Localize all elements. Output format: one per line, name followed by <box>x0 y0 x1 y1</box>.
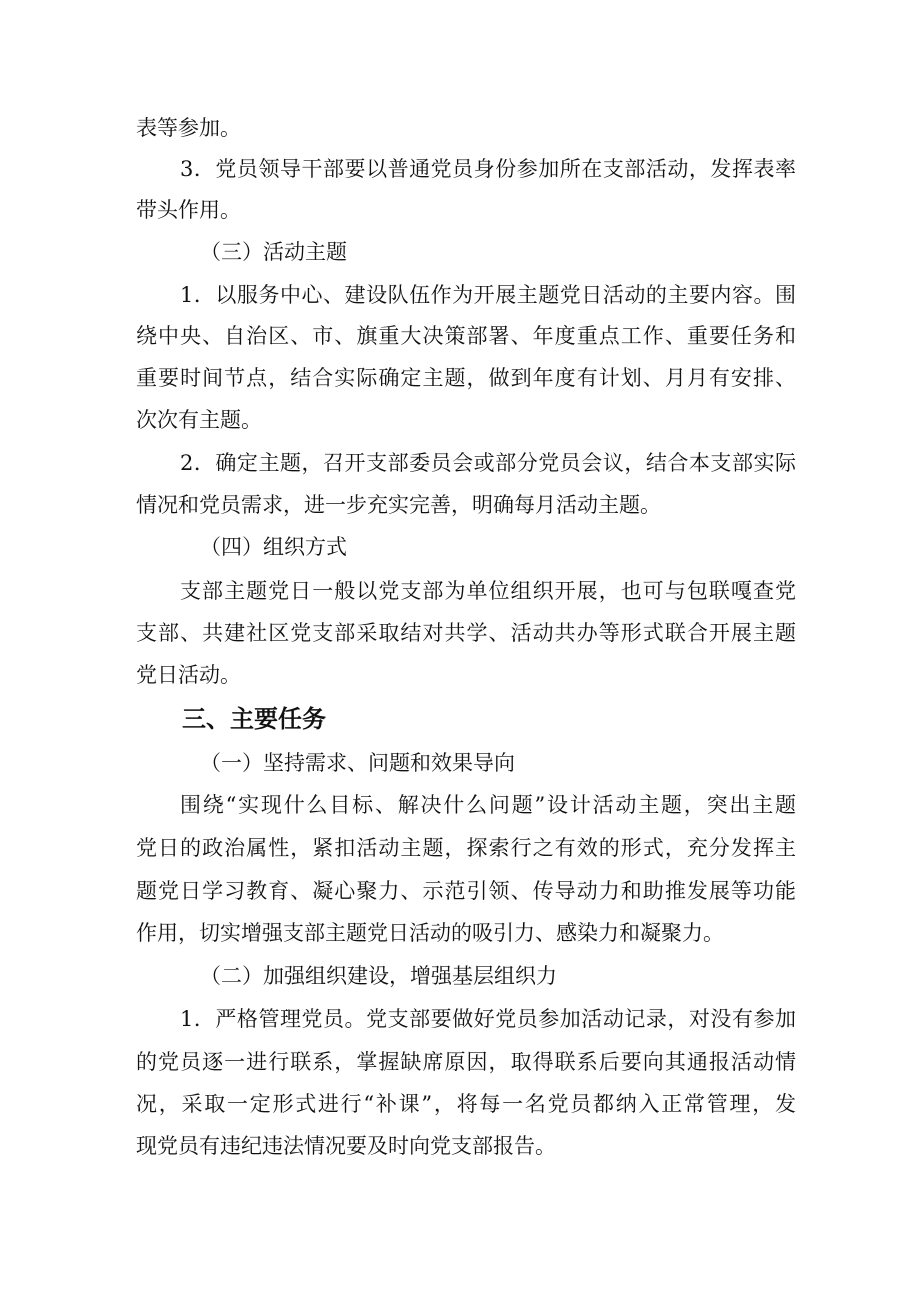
paragraph-line: 带头作用。 <box>136 198 241 222</box>
paragraph-line: 3．党员领导干部要以普通党员身份参加所在支部活动，发挥表率 <box>180 157 796 181</box>
section-subheading: （一）坚持需求、问题和效果导向 <box>200 751 515 775</box>
section-subheading: （三）活动主题 <box>200 240 347 264</box>
section-heading: 三、主要任务 <box>182 705 326 733</box>
paragraph-line: 支部、共建社区党支部采取结对共学、活动共办等形式联合开展主题 <box>136 621 796 645</box>
paragraph-line: 况，采取一定形式进行“补课”，将每一名党员都纳入正常管理，发 <box>136 1092 796 1116</box>
paragraph-line: 1．严格管理党员。党支部要做好党员参加活动记录，对没有参加 <box>180 1007 796 1031</box>
paragraph-line: 绕中央、自治区、市、旗重大决策部署、年度重点工作、重要任务和 <box>136 324 796 348</box>
section-subheading: （二）加强组织建设，增强基层组织力 <box>200 964 557 988</box>
paragraph-line: 情况和党员需求，进一步充实完善，明确每月活动主题。 <box>136 493 661 517</box>
paragraph-line: 1．以服务中心、建设队伍作为开展主题党日活动的主要内容。围 <box>180 283 796 307</box>
paragraph-line: 作用，切实增强支部主题党日活动的吸引力、感染力和凝聚力。 <box>136 921 724 945</box>
paragraph-line: 重要时间节点，结合实际确定主题，做到年度有计划、月月有安排、 <box>136 366 796 390</box>
paragraph-line: 表等参加。 <box>136 116 241 140</box>
section-subheading: （四）组织方式 <box>200 535 347 559</box>
paragraph-line: 党日活动。 <box>136 663 241 687</box>
paragraph-line: 次次有主题。 <box>136 408 262 432</box>
paragraph-line: 现党员有违纪违法情况要及时向党支部报告。 <box>136 1134 556 1158</box>
paragraph-line: 支部主题党日一般以党支部为单位组织开展，也可与包联嘎查党 <box>180 579 796 603</box>
paragraph-line: 围绕“实现什么目标、解决什么问题”设计活动主题，突出主题 <box>180 793 796 817</box>
paragraph-line: 题党日学习教育、凝心聚力、示范引领、传导动力和助推发展等功能 <box>136 879 796 903</box>
paragraph-line: 2．确定主题，召开支部委员会或部分党员会议，结合本支部实际 <box>180 451 796 475</box>
paragraph-line: 党日的政治属性，紧扣活动主题，探索行之有效的形式，充分发挥主 <box>136 836 796 860</box>
paragraph-line: 的党员逐一进行联系，掌握缺席原因，取得联系后要向其通报活动情 <box>136 1050 796 1074</box>
